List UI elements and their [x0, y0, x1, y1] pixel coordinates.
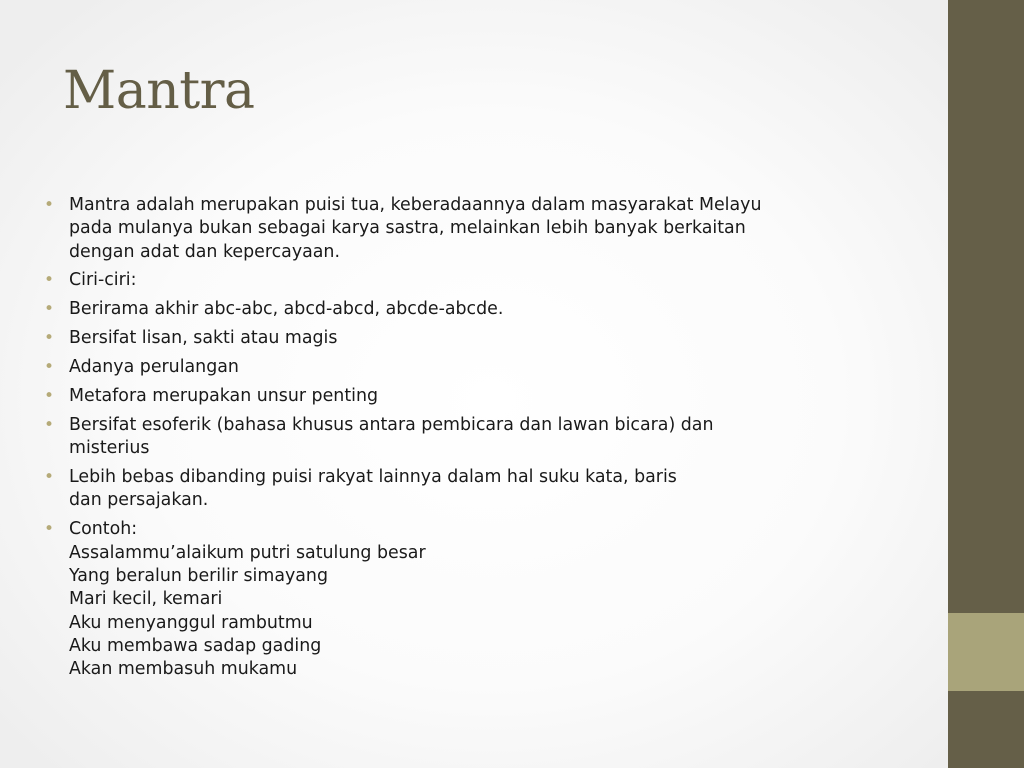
bullet-item — [44, 298, 869, 321]
bullet-text: Bersifat lisan, sakti atau magis — [69, 328, 338, 349]
bullet-text: Metafora merupakan unsur penting — [69, 386, 379, 407]
bullet-item — [44, 518, 869, 681]
bullet-icon: • — [44, 328, 55, 349]
bullet-item — [44, 269, 869, 292]
bullet-item — [44, 356, 869, 379]
bullet-text: Lebih bebas dibanding puisi rakyat lainnya dalam hal suku kata, baris dan persajakan. — [69, 467, 677, 511]
bullet-item — [44, 385, 869, 408]
bullet-item — [44, 466, 869, 513]
bullet-item — [44, 414, 869, 461]
bullet-text: Adanya perulangan — [69, 357, 239, 378]
bullet-icon: • — [44, 299, 55, 320]
bullet-text: Bersifat esoferik (bahasa khusus antara pembicara dan lawan bicara) dan misterius — [69, 414, 714, 459]
bullet-icon: • — [44, 386, 55, 407]
bullet-icon: • — [44, 195, 55, 215]
bullet-text: Mantra adalah merupakan puisi tua, keberadaannya dalam masyarakat Melayu pada mulanya bukan sebagai karya sastra, melainkan lebih banyak berkaitan dengan adat dan kepercayaan. — [69, 195, 762, 262]
bullet-icon: • — [44, 414, 55, 435]
bullet-text: Berirama akhir abc-abc, abcd-abcd, abcde-abcde. — [69, 299, 504, 320]
bullet-icon: • — [44, 467, 55, 488]
bullet-icon: • — [44, 270, 55, 291]
bullet-item — [44, 194, 869, 264]
slide-title: Mantra — [63, 61, 255, 121]
sidebar-accent-block — [948, 613, 1024, 691]
bullet-text: Ciri-ciri: — [69, 270, 137, 291]
bullet-list — [44, 194, 869, 687]
bullet-text: Contoh: Assalammu’alaikum putri satulung besar Yang beralun berilir simayang Mari kecil, kemari Aku menyanggul rambutmu Aku membawa sadap gading Akan membasuh mukamu — [69, 519, 426, 680]
bullet-icon: • — [44, 357, 55, 378]
bullet-icon: • — [44, 519, 55, 540]
bullet-item — [44, 327, 869, 350]
